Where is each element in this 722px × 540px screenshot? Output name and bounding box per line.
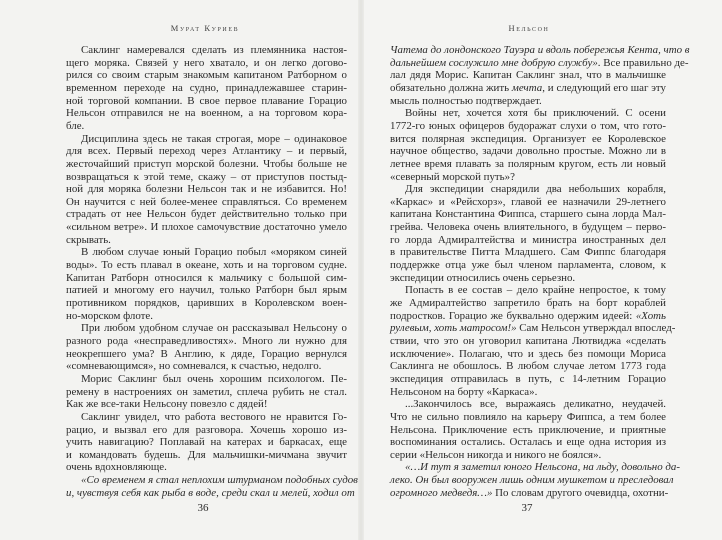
text-segment: Попасть в ее состав – дело крайне непростое, к тому xyxy=(405,284,666,297)
text-segment: лал дядя Морис. Капитан Саклинг знал, что в мальчишке xyxy=(390,69,666,82)
text-segment: Он научится с ней более-менее справляться. Со временем xyxy=(66,195,347,208)
text-segment: грейва. Человека очень влиятельного, в будущем – перво- xyxy=(390,221,666,234)
text-segment: Капитан Ратборн относился к мальчику с большой сим- xyxy=(66,271,347,284)
italic-text: леко. Он был вооружен лишь одним мушкетом и преследовал xyxy=(390,474,674,487)
text-line xyxy=(66,183,347,195)
italic-text: Чатема до лондонского Тауэра и вдоль побережья Кента, что в xyxy=(390,44,690,56)
right-page xyxy=(361,0,722,540)
text-line xyxy=(390,449,666,461)
text-line xyxy=(390,145,666,157)
text-segment: ремену в настроениях он заметил, сплеча рубить не стал. xyxy=(66,385,347,398)
italic-text: дальнейшем сослужило мне добрую службу» xyxy=(390,56,598,69)
text-segment: капитана Константина Фиппса, старшего сына лорда Мал- xyxy=(390,208,666,221)
text-line xyxy=(66,95,347,107)
text-line xyxy=(66,196,347,208)
italic-text: рулевым, хоть матросом!» xyxy=(390,322,517,335)
text-line xyxy=(390,461,680,474)
text-line xyxy=(390,82,666,94)
text-line xyxy=(390,246,666,258)
text-line xyxy=(66,373,347,385)
text-segment: Как же все-таки Нельсону повезло с дядей! xyxy=(66,398,268,411)
text-segment: ной для моряка болезни Нельсон так и не избавится. Но! xyxy=(66,183,347,196)
text-segment: По словам другого очевидца, охотни- xyxy=(492,486,669,499)
text-line xyxy=(390,310,666,322)
italic-text: «Хоть xyxy=(635,309,666,322)
book-gutter xyxy=(358,0,364,540)
text-segment: Дисциплина здесь не такая строгая, море – одинаковое xyxy=(81,132,347,145)
text-segment: ной торговой компании. В свое первое плавание Горацио xyxy=(66,94,347,107)
text-line xyxy=(66,386,347,398)
text-segment: же Адмиралтейство запретило брать на борт кораблей xyxy=(390,297,666,309)
italic-text: огромного медведя…» xyxy=(390,486,493,499)
text-line xyxy=(66,82,347,94)
text-segment: «северный морской путь»? xyxy=(390,170,515,183)
text-line xyxy=(66,335,347,347)
text-segment: При любом удобном случае он рассказывал Нельсону о xyxy=(81,322,347,335)
running-head-author: Мурат Куриев xyxy=(170,23,240,33)
text-segment: Сам Нельсон утверждал впослед- xyxy=(516,322,676,335)
text-segment: Саклинг намеревался сделать из племянника настоя- xyxy=(81,44,347,56)
text-line xyxy=(390,348,666,360)
text-segment: жесточайший приступ морской болезни. Чтобы больше не xyxy=(66,157,347,170)
text-line xyxy=(66,120,347,132)
text-line xyxy=(390,297,666,309)
text-line xyxy=(66,411,347,423)
text-segment: ...Закончилось все, выражаясь деликатно, неудачей. xyxy=(405,398,666,411)
text-segment: Саклинга не обошлось. В любом случае летом 1773 года xyxy=(390,360,666,373)
text-line xyxy=(390,360,666,372)
text-segment: разного рода «несправедливостях». Много ли нужно для xyxy=(66,334,347,347)
text-line xyxy=(390,322,676,335)
text-segment: Нельсон отправился не на военном, а на торговом кора- xyxy=(66,107,347,120)
text-segment: Для экспедиции снарядили два небольших корабля, xyxy=(405,183,666,196)
text-line xyxy=(66,234,347,246)
text-segment: патией и многому его научил, только Ратборн был ярым xyxy=(66,284,347,297)
text-segment: научное общество, задачи довольно простые. Можно ли в xyxy=(390,145,666,158)
text-segment: 1772-го юных офицеров будоражат слухи о том, что гото- xyxy=(390,119,666,132)
text-line xyxy=(390,196,666,208)
text-line xyxy=(66,486,355,499)
text-segment: «Каркас» и «Рейсхорз», главой ее назначили 29-летнего xyxy=(390,195,666,208)
text-line xyxy=(66,171,347,183)
text-segment: летнее время плавать за полярным кругом, есть ли новый xyxy=(390,157,666,170)
text-line xyxy=(66,348,347,360)
running-head-title: Нельсон xyxy=(508,23,550,33)
text-segment: го лорда Адмиралтейства и министра иностранных дел xyxy=(390,233,666,246)
page-number: 36 xyxy=(197,502,209,514)
text-segment: противником порядков, царивших в Королевском воен- xyxy=(66,297,347,309)
text-line xyxy=(390,107,666,119)
text-line xyxy=(390,158,666,170)
text-line xyxy=(390,56,689,69)
text-line xyxy=(390,411,666,423)
text-line xyxy=(66,474,358,487)
text-line xyxy=(390,133,666,145)
text-line xyxy=(390,486,669,499)
text-line xyxy=(66,284,347,296)
text-segment: щего моряка. Связей у него хватало, и он легко догово- xyxy=(66,56,347,69)
text-segment: Морис Саклинг был очень хорошим психологом. Пе- xyxy=(81,372,347,385)
text-line xyxy=(390,474,674,487)
italic-text: мечта xyxy=(511,81,543,94)
text-line xyxy=(390,424,666,436)
text-segment: возвращаться к этой теме, скажу – от приступов постыд- xyxy=(66,170,347,183)
text-line xyxy=(390,95,666,107)
text-line xyxy=(66,297,347,309)
text-line xyxy=(66,208,347,220)
text-segment: «сомневающимся», но сомневался, к счастью, недолго. xyxy=(66,360,322,373)
text-segment: поддержке отца уже был членом парламента, словом, к xyxy=(390,259,666,272)
text-line xyxy=(390,259,666,271)
text-segment: воспоминания остались. Осталась и еще одна история из xyxy=(390,436,666,449)
text-line xyxy=(390,234,666,246)
text-line xyxy=(390,386,666,398)
text-segment: скрывать. xyxy=(66,233,111,246)
text-line xyxy=(66,133,347,145)
text-segment: Нельсона. Приключение есть приключение, и приятные xyxy=(390,423,666,436)
text-line xyxy=(390,398,666,410)
text-line xyxy=(390,284,666,296)
text-segment: обязательно должна жить xyxy=(390,81,512,94)
text-line xyxy=(66,449,347,461)
text-segment: и командовать будешь. Для мальчишки-мичмана звучит xyxy=(66,448,347,461)
text-segment: временном переходе на судно, принадлежавшее старин- xyxy=(66,81,347,94)
text-line xyxy=(390,272,666,284)
text-line xyxy=(66,398,347,410)
text-segment: для всех. Первый переход через Атлантику – и первый, xyxy=(66,145,347,158)
text-segment: рацио, и вызвал его для разговора. Хочешь хорошо из- xyxy=(66,423,347,436)
italic-text: и, чувствуя себя как рыба в воде, среди скал и мелей, ходил от xyxy=(66,486,355,499)
text-line xyxy=(390,171,666,183)
text-segment: бле. xyxy=(66,119,85,132)
text-line xyxy=(66,107,347,119)
text-segment: ствии, что это он уговорил капитана Лютвиджа «сделать xyxy=(390,334,666,347)
text-line xyxy=(66,272,347,284)
text-segment: Саклинг увидел, что работа вестового не нравится Го- xyxy=(81,410,347,423)
text-segment: Войны нет, хочется хотя бы приключений. С осени xyxy=(405,107,666,120)
text-line xyxy=(66,436,347,448)
text-line xyxy=(66,360,347,372)
text-line xyxy=(66,322,347,334)
text-line xyxy=(390,208,666,220)
text-segment: экспедиции относились очень серьезно. xyxy=(390,271,576,284)
text-line xyxy=(66,145,347,157)
text-line xyxy=(66,57,347,69)
text-segment: неокрепшего ума? В Англию, к дяде, Горацио вернулся xyxy=(66,347,347,360)
text-segment: мысль полностью подтверждает. xyxy=(390,94,542,107)
text-segment: в правительстве Питта Младшего. Сам Фиппс благодаря xyxy=(390,246,666,259)
text-line xyxy=(66,246,347,258)
text-segment: воды». То есть плавал в океане, хоть и на торговом судне. xyxy=(66,259,347,272)
text-segment: подростков. Горацио же буквально одержим идеей: xyxy=(390,309,636,322)
text-line xyxy=(66,221,347,233)
text-line xyxy=(66,424,347,436)
text-segment: Нельсоном на борту «Каркаса». xyxy=(390,385,538,398)
text-segment: страдать от нее Нельсон будет действительно только при xyxy=(66,208,347,221)
text-line xyxy=(66,461,347,473)
text-segment: исключение». Полагаю, что и здесь без помощи Мориса xyxy=(390,347,666,360)
italic-text: «…И тут я заметил юного Нельсона, на льду, довольно да- xyxy=(405,461,680,474)
text-segment: учить навигацию? Поплавай на катерах и баркасах, еще xyxy=(66,436,347,449)
text-line xyxy=(66,44,347,56)
text-segment: очень вдохновляюще. xyxy=(66,461,167,474)
text-line xyxy=(66,158,347,170)
text-segment: вится полярная экспедиция. Организует ее Королевское xyxy=(390,132,666,145)
page-number: 37 xyxy=(521,502,533,514)
text-segment: серии «Нельсон никогда и никого не боялся». xyxy=(390,448,602,461)
text-line xyxy=(390,69,666,81)
text-line xyxy=(66,69,347,81)
text-segment: экспедиция отправилась в путь, с 14-летним Горацио xyxy=(390,372,666,385)
text-line xyxy=(390,221,666,233)
text-segment: рился со своим старым знакомым капитаном Ратборном о xyxy=(66,69,347,82)
text-segment: «сильном ветре». И плохое самочувствие достаточно умело xyxy=(66,221,347,234)
text-segment: Что не сильно повлияло на карьеру Фиппса, а тем более xyxy=(390,410,666,423)
text-segment: но-морском флоте. xyxy=(66,309,153,322)
text-line xyxy=(390,44,690,56)
text-segment: В любом случае юный Горацио побыл «моряком синей xyxy=(81,246,347,259)
text-line xyxy=(390,120,666,132)
text-segment: . Все правильно де- xyxy=(597,56,689,69)
text-line xyxy=(66,310,347,322)
text-line xyxy=(390,183,666,195)
italic-text: «Со временем я стал неплохим штурманом подобных судов xyxy=(81,474,358,487)
text-line xyxy=(390,373,666,385)
text-line xyxy=(66,259,347,271)
text-segment: , и следующий его шаг эту xyxy=(542,81,666,94)
text-line xyxy=(390,436,666,448)
text-line xyxy=(390,335,666,347)
